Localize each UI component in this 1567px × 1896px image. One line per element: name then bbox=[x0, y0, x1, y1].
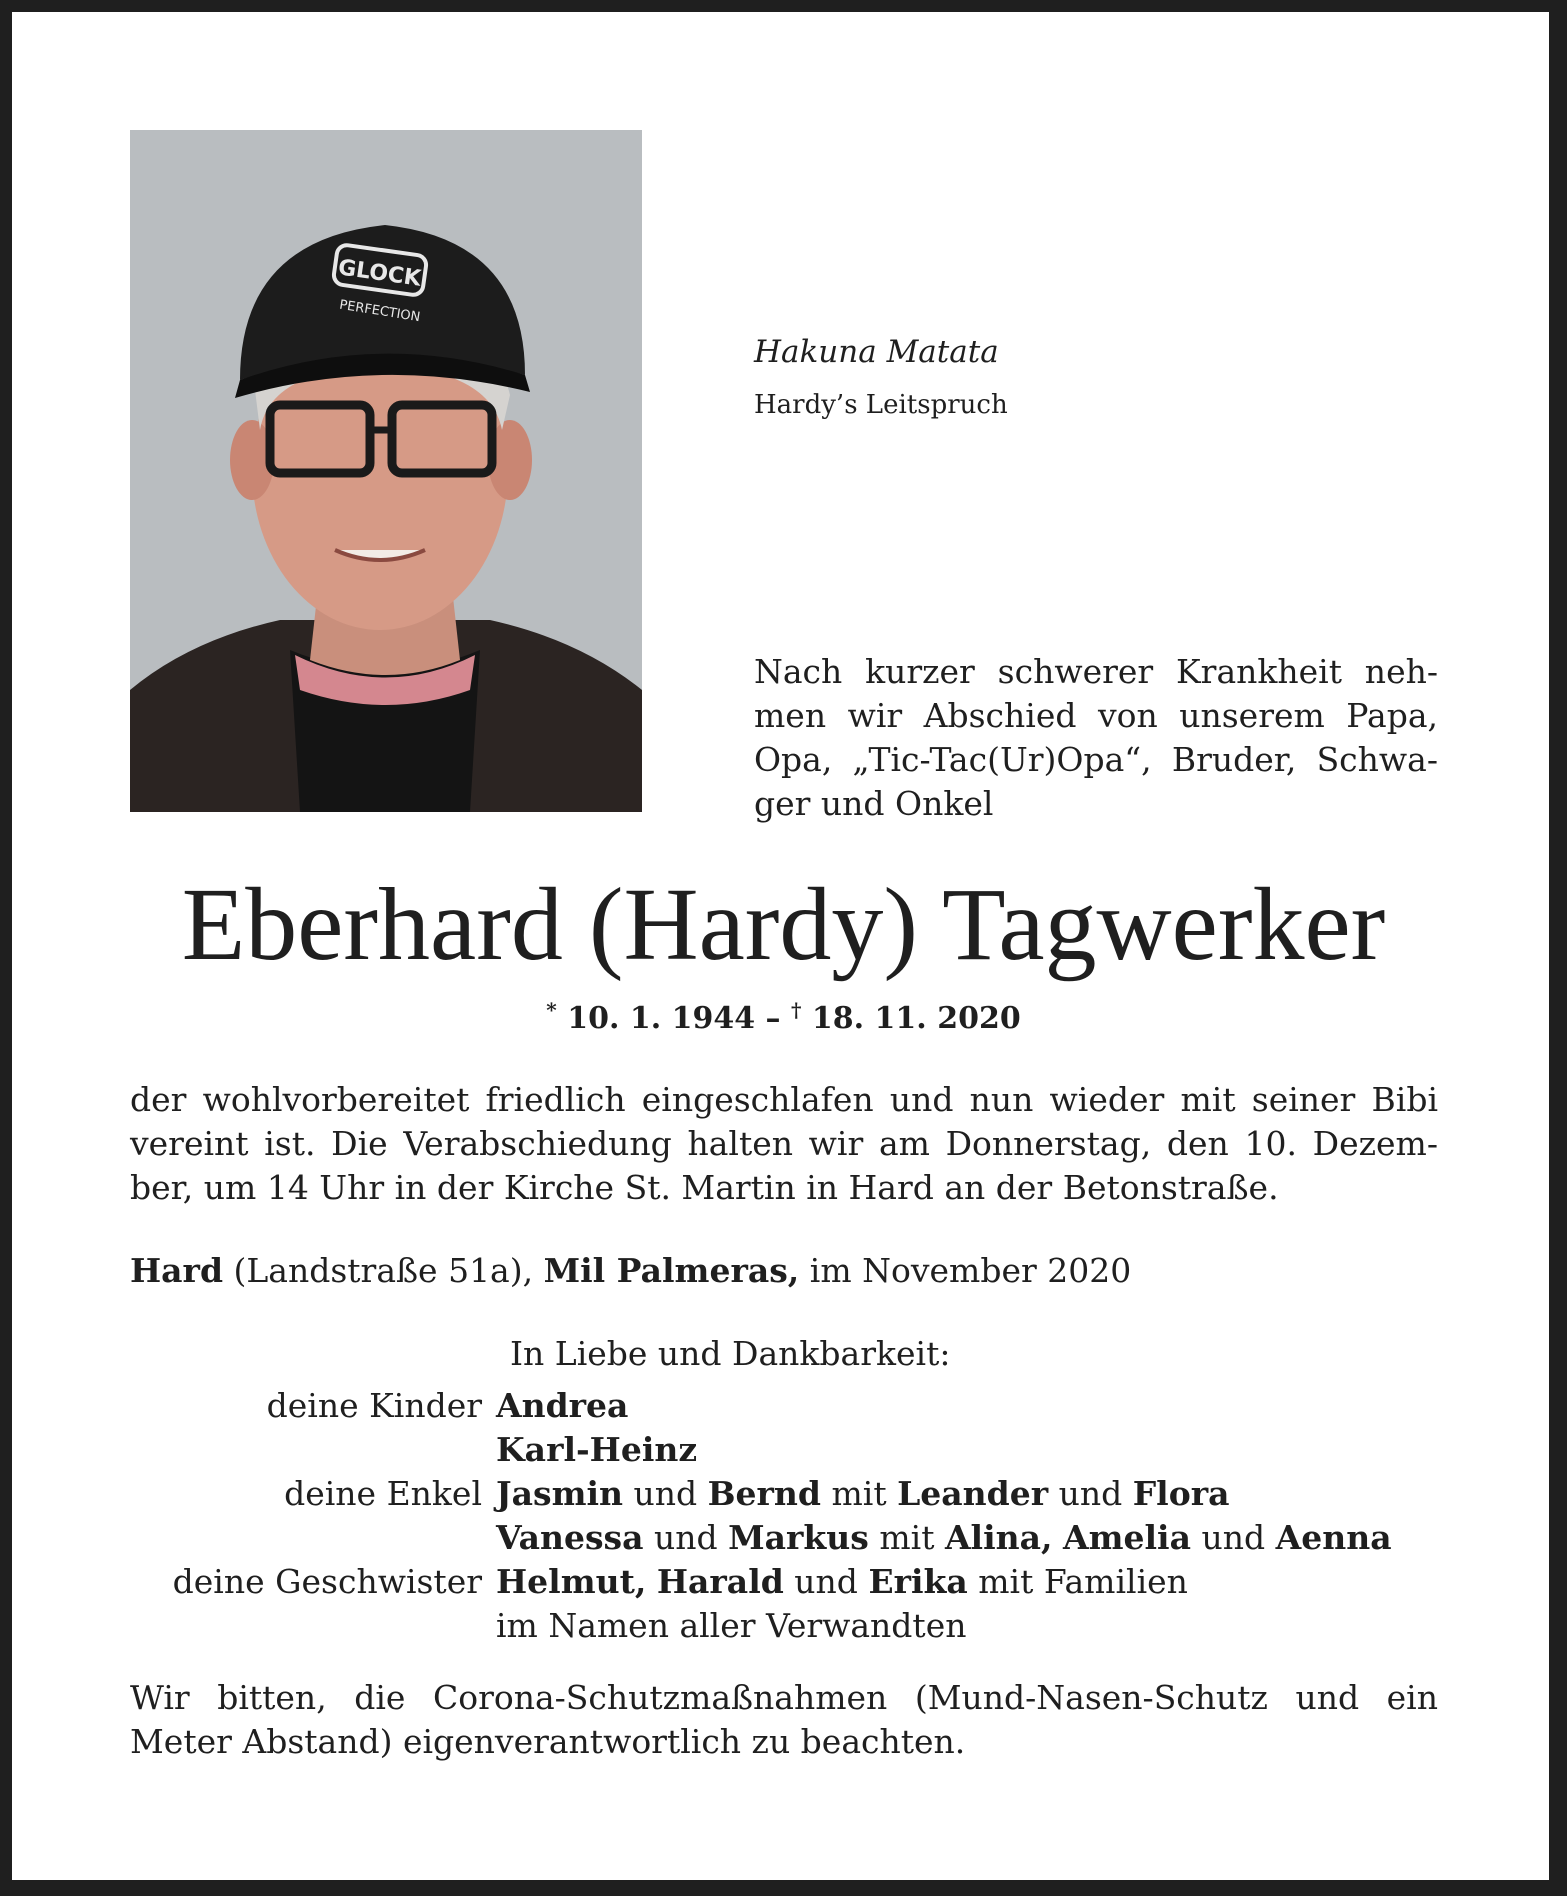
body-line: ber, um 14 Uhr in der Kirche St. Martin in Hard an der Betonstraße. bbox=[130, 1168, 1279, 1207]
svg-text:PERFECTION: PERFECTION bbox=[338, 297, 422, 326]
motto-source: Hardy’s Leitspruch bbox=[754, 390, 1008, 420]
body-paragraph bbox=[130, 1078, 1438, 1210]
family-name: Harald bbox=[656, 1562, 784, 1601]
family-name: Flora bbox=[1132, 1474, 1230, 1513]
place-town2: Mil Palmeras, bbox=[543, 1251, 800, 1290]
intro-paragraph bbox=[754, 650, 1438, 826]
portrait-photo bbox=[130, 130, 642, 812]
birth-symbol: * bbox=[546, 998, 557, 1022]
place-town: Hard bbox=[130, 1251, 224, 1290]
place-address: (Landstraße 51a), bbox=[223, 1251, 544, 1290]
note-line: Wir bitten, die Corona-Schutzmaßnahmen (Mund-Nasen-Schutz und ein bbox=[130, 1678, 1438, 1717]
family-name: Karl-Heinz bbox=[496, 1430, 698, 1469]
intro-line: Opa, „Tic-Tac(Ur)Opa“, Bruder, Schwa- bbox=[754, 740, 1438, 779]
family-label: deine Enkel bbox=[284, 1474, 482, 1513]
family-label: deine Geschwister bbox=[172, 1562, 482, 1601]
intro-line: Nach kurzer schwerer Krankheit neh- bbox=[754, 652, 1438, 691]
motto-quote: Hakuna Matata bbox=[754, 334, 999, 370]
thanks-line: In Liebe und Dankbarkeit: bbox=[510, 1334, 951, 1373]
place-date-line bbox=[130, 1249, 1131, 1293]
family-name: Andrea bbox=[496, 1386, 629, 1425]
family-row bbox=[0, 1604, 1567, 1648]
family-name: Vanessa bbox=[496, 1518, 644, 1557]
intro-line: ger und Onkel bbox=[754, 784, 994, 823]
body-line: der wohlvorbereitet friedlich eingeschlafen und nun wieder mit seiner Bibi bbox=[130, 1080, 1438, 1119]
date-separator: – bbox=[755, 1001, 791, 1036]
death-date: 18. 11. 2020 bbox=[811, 1001, 1021, 1036]
birth-date: 10. 1. 1944 bbox=[567, 1001, 756, 1036]
family-name: Aenna bbox=[1275, 1518, 1392, 1557]
family-name: Leander bbox=[897, 1474, 1049, 1513]
relatives-line: im Namen aller Verwandten bbox=[496, 1606, 967, 1645]
deceased-name: Eberhard (Hardy) Tagwerker bbox=[181, 867, 1386, 982]
family-row bbox=[0, 1384, 1567, 1428]
family-row: Vanessa und Markus mit Alina, Amelia und Aenna bbox=[496, 1518, 1392, 1557]
place-date: im November 2020 bbox=[799, 1251, 1132, 1290]
family-label: deine Kinder bbox=[266, 1386, 482, 1425]
family-row: deine Geschwister Helmut, Harald und Erika mit Familien bbox=[0, 1560, 1567, 1604]
family-name: Bernd bbox=[707, 1474, 821, 1513]
family-name: Jasmin bbox=[496, 1474, 624, 1513]
body-line: vereint ist. Die Verabschiedung halten wir am Donnerstag, den 10. Dezem- bbox=[130, 1124, 1438, 1163]
corona-note bbox=[130, 1676, 1438, 1764]
note-line: Meter Abstand) eigenverantwortlich zu beachten. bbox=[130, 1722, 966, 1761]
family-list bbox=[0, 1384, 1567, 1648]
family-name: Amelia bbox=[1063, 1518, 1191, 1557]
family-name: Helmut, bbox=[496, 1562, 647, 1601]
family-name: Markus bbox=[728, 1518, 869, 1557]
family-name: Erika bbox=[868, 1562, 968, 1601]
family-name: Alina, bbox=[944, 1518, 1053, 1557]
svg-text:GLOCK: GLOCK bbox=[336, 255, 423, 292]
life-dates bbox=[0, 998, 1567, 1036]
family-row: deine Enkel Jasmin und Bernd mit Leander und Flora bbox=[0, 1472, 1567, 1516]
family-row bbox=[0, 1428, 1567, 1472]
intro-line: men wir Abschied von unserem Papa, bbox=[754, 696, 1438, 735]
death-symbol: † bbox=[791, 998, 802, 1022]
